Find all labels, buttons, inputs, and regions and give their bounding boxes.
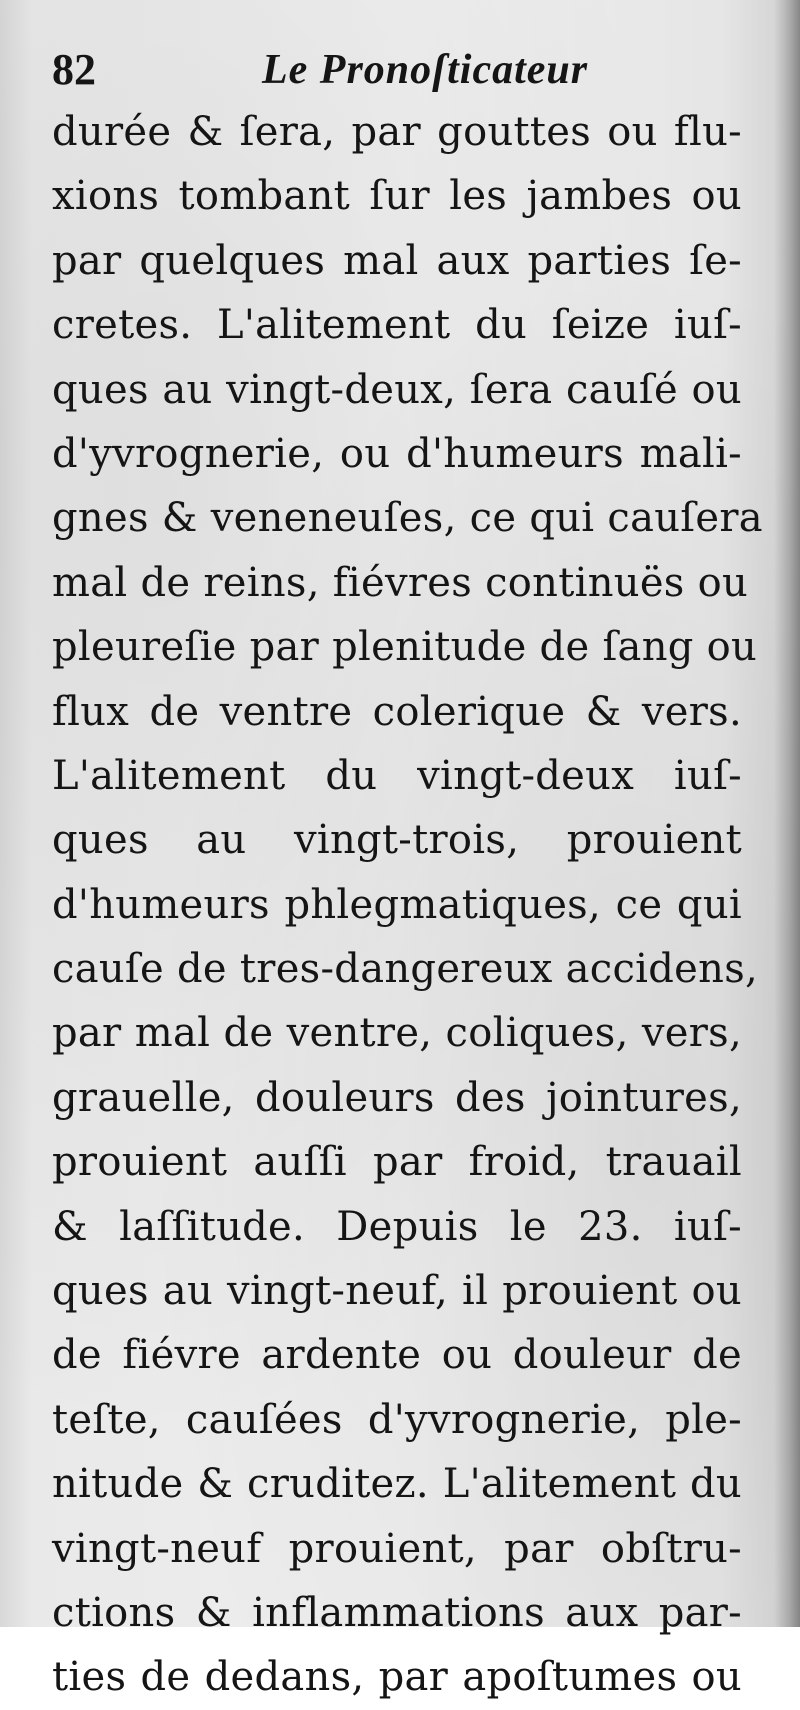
text-line: durée & ſera, par gouttes ou flu-	[52, 109, 742, 155]
text-line: nitude & cruditez. L'alitement du	[52, 1461, 742, 1508]
text-line: grauelle, douleurs des jointures,	[52, 1074, 742, 1121]
page-edge-shadow	[774, 0, 800, 1627]
page-number: 82	[52, 45, 96, 94]
text-line: vingt-neuf prouient, par obſtru-	[52, 1525, 742, 1572]
text-line: teſte, cauſées d'yvrognerie, ple-	[52, 1396, 742, 1443]
text-line: xions tombant ſur les jambes ou	[52, 173, 742, 220]
text-line: de fiévre ardente ou douleur de	[52, 1332, 742, 1379]
running-title: Le Pronoſticateur	[262, 47, 589, 93]
text-line: mal de reins, fiévres continuës ou	[52, 559, 749, 606]
text-line: prouient auſſi par froid, trauail	[52, 1139, 742, 1186]
text-line: ties de dedans, par apoſtumes ou	[52, 1654, 742, 1701]
text-line: ques au vingt-trois, prouient	[52, 817, 742, 864]
page-header	[52, 40, 742, 100]
text-line: ques au vingt-neuf, il prouient ou	[52, 1268, 742, 1315]
body-text	[52, 100, 763, 1710]
text-line: cauſe de tres-dangereux accidens,	[52, 946, 759, 993]
text-line: pleureſie par plenitude de ſang ou	[52, 624, 758, 671]
text-line: d'humeurs phlegmatiques, ce qui	[52, 881, 742, 928]
text-line: cretes. L'alitement du ſeize iuſ-	[52, 302, 742, 349]
text-line: d'yvrognerie, ou d'humeurs mali-	[52, 430, 742, 477]
text-line: & laſſitude. Depuis le 23. iuſ-	[52, 1203, 742, 1250]
text-line: flux de ventre colerique & vers.	[52, 688, 742, 735]
text-line: gnes & veneneuſes, ce qui cauſera	[52, 495, 763, 542]
text-line: par quelques mal aux parties ſe-	[52, 237, 742, 284]
text-line: ctions & inflammations aux par-	[52, 1589, 742, 1636]
text-line: L'alitement du vingt-deux iuſ-	[52, 752, 742, 799]
text-line: par mal de ventre, coliques, vers,	[52, 1010, 742, 1057]
text-line: ques au vingt-deux, ſera cauſé ou	[52, 366, 742, 413]
